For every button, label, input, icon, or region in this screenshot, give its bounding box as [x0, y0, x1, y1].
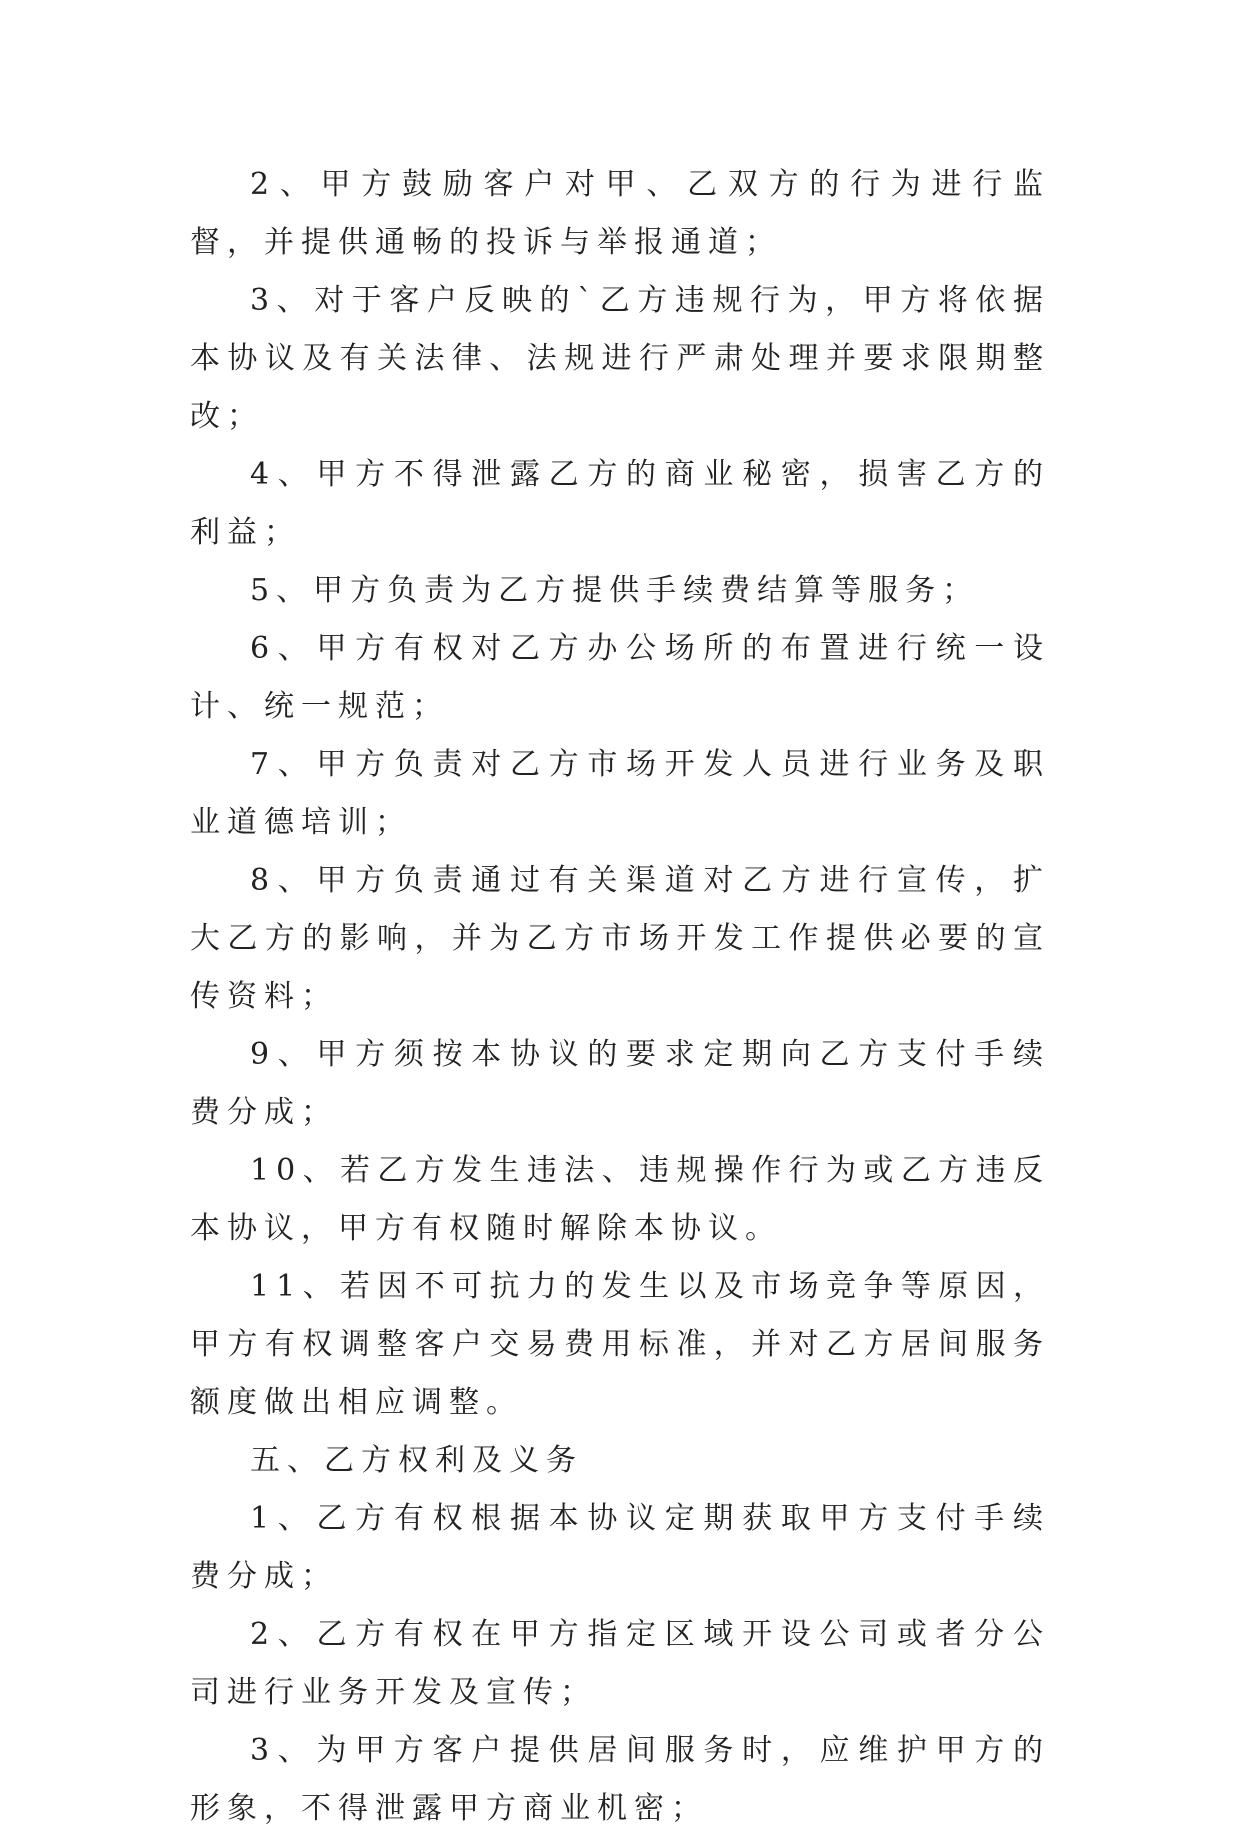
clause-paragraph: 5、甲方负责为乙方提供手续费结算等服务；: [250, 573, 980, 608]
clause-paragraph: 3、对于客户反映的`乙方违规行为，甲方将依据本协议及有关法律、法规进行严肃处理并要求限期整改；: [190, 283, 1050, 434]
clause-paragraph: 6、甲方有权对乙方办公场所的布置进行统一设计、统一规范；: [190, 631, 1050, 724]
clause-paragraph: 4、甲方不得泄露乙方的商业秘密，损害乙方的利益；: [190, 457, 1050, 550]
clause-paragraph: 9、甲方须按本协议的要求定期向乙方支付手续费分成；: [190, 1037, 1050, 1130]
clause-paragraph: 2、乙方有权在甲方指定区域开设公司或者分公司进行业务开发及宣传；: [190, 1617, 1050, 1710]
clause-paragraph: 10、若乙方发生违法、违规操作行为或乙方违反本协议，甲方有权随时解除本协议。: [190, 1153, 1050, 1246]
clause-paragraph: 2、甲方鼓励客户对甲、乙双方的行为进行监督，并提供通畅的投诉与举报通道；: [190, 167, 1050, 260]
clause-paragraph: 7、甲方负责对乙方市场开发人员进行业务及职业道德培训；: [190, 747, 1050, 840]
document-body: [190, 156, 1050, 1838]
clause-paragraph: 1、乙方有权根据本协议定期获取甲方支付手续费分成；: [190, 1501, 1050, 1594]
clause-paragraph: 11、若因不可抗力的发生以及市场竞争等原因，甲方有权调整客户交易费用标准，并对乙方居间服务额度做出相应调整。: [190, 1269, 1050, 1420]
section-heading: 五、乙方权利及义务: [250, 1443, 583, 1478]
clause-paragraph: 8、甲方负责通过有关渠道对乙方进行宣传，扩大乙方的影响，并为乙方市场开发工作提供必要的宣传资料；: [190, 863, 1050, 1014]
clause-paragraph: 3、为甲方客户提供居间服务时，应维护甲方的形象，不得泄露甲方商业机密；: [190, 1733, 1050, 1826]
